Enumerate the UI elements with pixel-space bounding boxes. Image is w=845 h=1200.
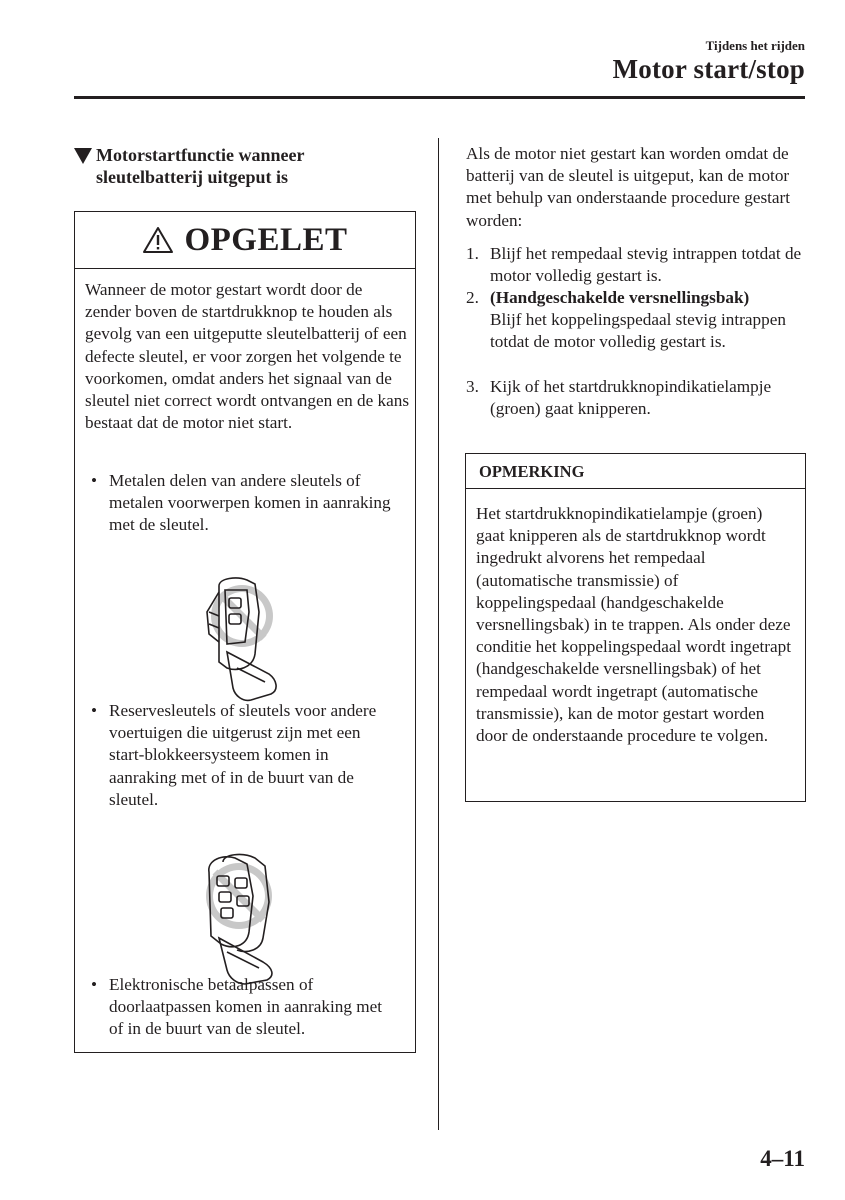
note-body-text: Het startdrukknopindikatielampje (groen) gaat knipperen als de startdrukknop wordt ingedrukt alvorens het rempedaal (automatische transmissie) of koppelingspedaal (handgeschakelde versnellingsbak) in te trappen. Als onder deze conditie het koppelingspedaal wordt ingetrapt (handgeschakelde versnellingsbak) of het rempedaal wordt ingetrapt (automatische transmissie), kan de motor gestart worden door de onderstaande procedure te volgen. [476,504,792,746]
step-text: Blijf het koppelingspedaal stevig intrappen totdat de motor volledig gestart is. [490,310,786,352]
step-text: Kijk of het startdrukknopindikatielampje (groen) gaat knipperen. [490,377,772,419]
caution-bullet [91,470,391,537]
bullet-text: Metalen delen van andere sleutels of metalen voorwerpen komen in aanraking met de sleutel. [109,471,391,535]
section-heading-line2: sleutelbatterij uitgeput is [96,167,288,187]
bullet-marker: • [91,975,98,994]
bullet-marker: • [91,701,98,720]
key-metal-prohibited-figure [197,572,293,710]
chapter-subtitle: Tijdens het rijden [705,38,805,53]
triangle-marker-icon [74,148,92,164]
procedure-step [466,376,811,420]
procedure-step [466,287,811,354]
note-box [465,453,806,802]
caution-bullet [91,700,391,811]
caution-title: OPGELET [184,221,348,258]
section-heading-line1: Motorstartfunctie wanneer [96,145,305,165]
page-title: Motor start/stop [612,54,805,84]
caution-box [74,211,416,1053]
header-rule [74,96,805,99]
caution-header [75,212,415,269]
caution-bullet [91,974,391,1041]
column-divider [438,138,439,1130]
section-heading [74,144,374,188]
two-keys-prohibited-figure [197,848,293,986]
step-number: 3. [466,377,479,396]
bullet-marker: • [91,471,98,490]
step-number: 1. [466,244,479,263]
bullet-text: Reservesleutels of sleutels voor andere voertuigen die uitgerust zijn met een start-blokkeersysteem komen in aanraking met of in de buurt van de sleutel. [109,701,377,809]
step-number: 2. [466,288,479,307]
procedure-step [466,243,811,287]
step-content [466,287,811,354]
step-condition: (Handgeschakelde versnellingsbak) [490,288,750,307]
page-number: 4–11 [760,1146,805,1171]
step-text: Blijf het rempedaal stevig intrappen totdat de motor volledig gestart is. [490,244,802,286]
note-title: OPMERKING [466,454,805,489]
intro-paragraph: Als de motor niet gestart kan worden omdat de batterij van de sleutel is uitgeput, kan de motor met behulp van onderstaande procedure gestart worden: [466,144,791,230]
caution-body-text: Wanneer de motor gestart wordt door de zender boven de startdrukknop te houden als gevolg van een uitgeputte sleutelbatterij of een defecte sleutel, er voor zorgen het volgende te voorkomen, omdat anders het signaal van de sleutel niet correct wordt ontvangen en de kans bestaat dat de motor niet start. [85,280,410,433]
warning-triangle-icon [142,226,174,254]
bullet-text: Elektronische betaalpassen of doorlaatpassen komen in aanraking met of in de buurt van de sleutel. [109,975,383,1039]
